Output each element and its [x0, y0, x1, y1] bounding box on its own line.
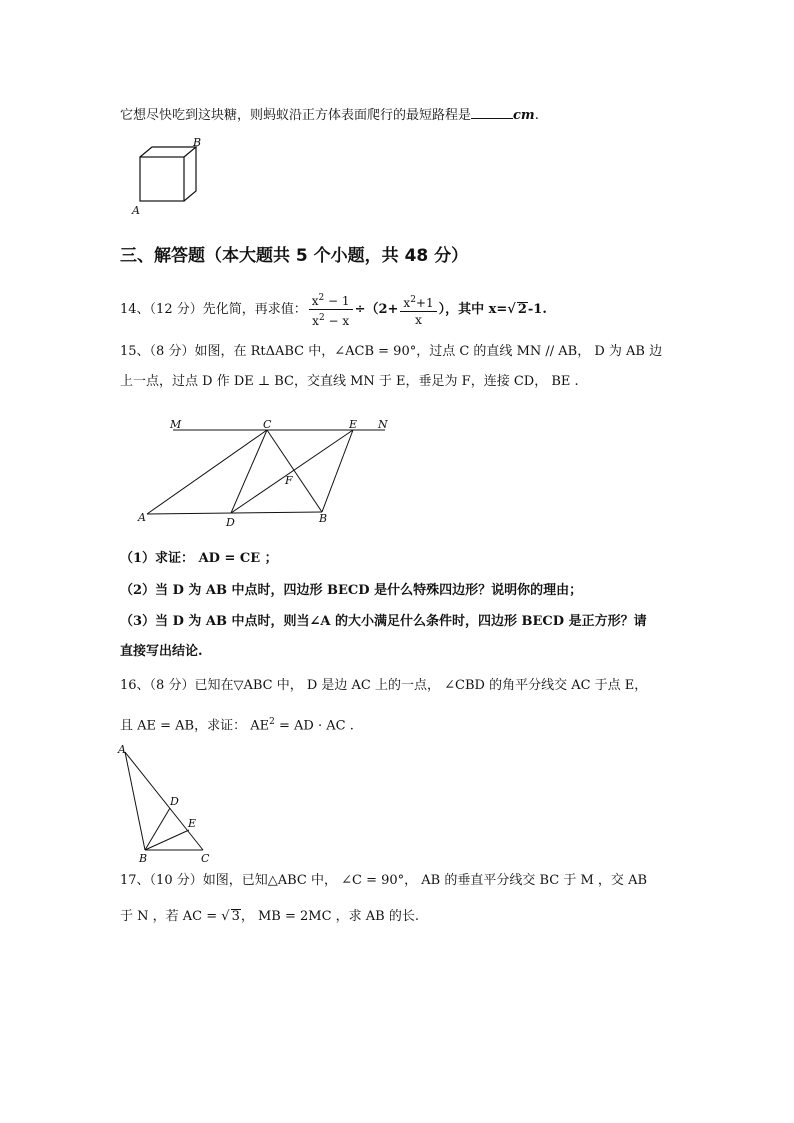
q15-line1: 15、（8 分）如图，在 RtΔABC 中，∠ACB = 90°，过点 C 的直线 MN // AB， D 为 AB 边 — [120, 344, 663, 359]
segment-ac — [125, 752, 203, 850]
q13-period: . — [534, 108, 539, 123]
triangle-figure — [115, 742, 215, 864]
cube-label-a: A — [132, 204, 140, 217]
label-f: F — [285, 474, 293, 487]
q14-frac2-num-tail: +1 — [415, 295, 434, 310]
q14-frac1-den-exp: 2 — [318, 313, 325, 323]
label-e: E — [349, 418, 358, 431]
q14-text — [120, 290, 547, 329]
q15-line2: 上一点，过点 D 作 DE ⊥ BC，交直线 MN 于 E，垂足为 F，连接 CD， BE . — [120, 374, 579, 389]
label-d: D — [226, 516, 235, 529]
q14-radicand: 2 — [517, 302, 527, 317]
q13-text — [120, 106, 539, 125]
q14-frac1-num: x — [311, 294, 319, 308]
q14-frac1-den-tail: − x — [324, 314, 350, 328]
q14-tail: -1. — [527, 302, 547, 317]
q14-number: 14、（12 分）先化简，再求值： — [120, 302, 307, 317]
label-b: B — [319, 512, 328, 525]
line-ab — [147, 512, 322, 514]
label-e: E — [188, 817, 197, 830]
q13-text-a: 它想尽快吃到这块糖，则蚂蚁沿正方体表面爬行的最短路程是 — [120, 108, 472, 123]
segment-be — [145, 830, 189, 850]
q17-line1: 17、（10 分）如图，已知△ABC 中， ∠C = 90°， AB 的垂直平分线交 BC 于 M ，交 AB — [120, 873, 648, 888]
parallelogram-figure — [135, 418, 395, 530]
section-heading: 三、解答题（本大题共 5 个小题，共 48 分） — [120, 246, 469, 266]
q13-unit: cm — [513, 108, 535, 123]
q15-sub2: （2）当 D 为 AB 中点时，四边形 BECD 是什么特殊四边形？说明你的理由； — [120, 583, 583, 598]
q16-line2-a: 且 AE = AB，求证： AE — [120, 718, 270, 734]
label-a: A — [138, 511, 146, 524]
q14-operator: ÷（2+ — [354, 302, 399, 317]
q14-frac1-num-tail: − 1 — [324, 294, 350, 308]
q15-sub1: （1）求证： AD = CE ； — [120, 551, 278, 566]
q16-line2 — [120, 713, 354, 735]
q14-frac2-den: x — [415, 312, 422, 327]
label-c: C — [201, 852, 210, 864]
cube-front-face — [140, 157, 184, 201]
q14-frac2-num-exp: 2 — [410, 294, 416, 305]
segment-cb — [267, 430, 322, 512]
segment-ab — [125, 752, 145, 850]
q17-line2-b: ， MB = 2MC ，求 AB 的长. — [240, 909, 419, 924]
q15-sub3-line1: （3）当 D 为 AB 中点时，则当∠A 的大小满足什么条件时，四边形 BECD 是正方形？请 — [120, 614, 647, 629]
q14-close: ），其中 x= — [438, 302, 508, 317]
cube-label-b: B — [193, 136, 202, 149]
q15-sub3-line2: 直接写出结论. — [120, 644, 203, 659]
answer-blank — [471, 106, 513, 119]
label-a: A — [118, 743, 126, 756]
segment-eb — [322, 430, 353, 512]
q14-fraction-2 — [400, 292, 436, 328]
label-b: B — [139, 852, 148, 864]
segment-bd — [145, 808, 170, 850]
q14-frac1-num-exp: 2 — [318, 293, 325, 303]
q16-line2-exp: 2 — [269, 717, 275, 727]
q16-line2-b: = AD · AC . — [274, 718, 354, 734]
cube-top-face — [140, 147, 196, 157]
label-m: M — [170, 418, 182, 431]
q17-line2 — [120, 908, 419, 926]
q14-frac2-num: x — [403, 295, 411, 310]
q16-line1: 16、（8 分）已知在▽ABC 中， D 是边 AC 上的一点， ∠CBD 的角平分线交 AC 于点 E， — [120, 678, 648, 693]
q14-frac1-den: x — [312, 314, 319, 328]
label-d: D — [170, 795, 179, 808]
q17-radicand: 3 — [231, 909, 240, 924]
sqrt-sign-icon: √ — [221, 909, 230, 924]
label-c: C — [263, 418, 272, 431]
q14-fraction-1 — [309, 290, 353, 329]
label-n: N — [378, 418, 388, 431]
q17-line2-a: 于 N ，若 AC = — [120, 909, 222, 924]
cube-figure — [128, 135, 208, 220]
sqrt-sign-icon: √ — [507, 302, 516, 317]
